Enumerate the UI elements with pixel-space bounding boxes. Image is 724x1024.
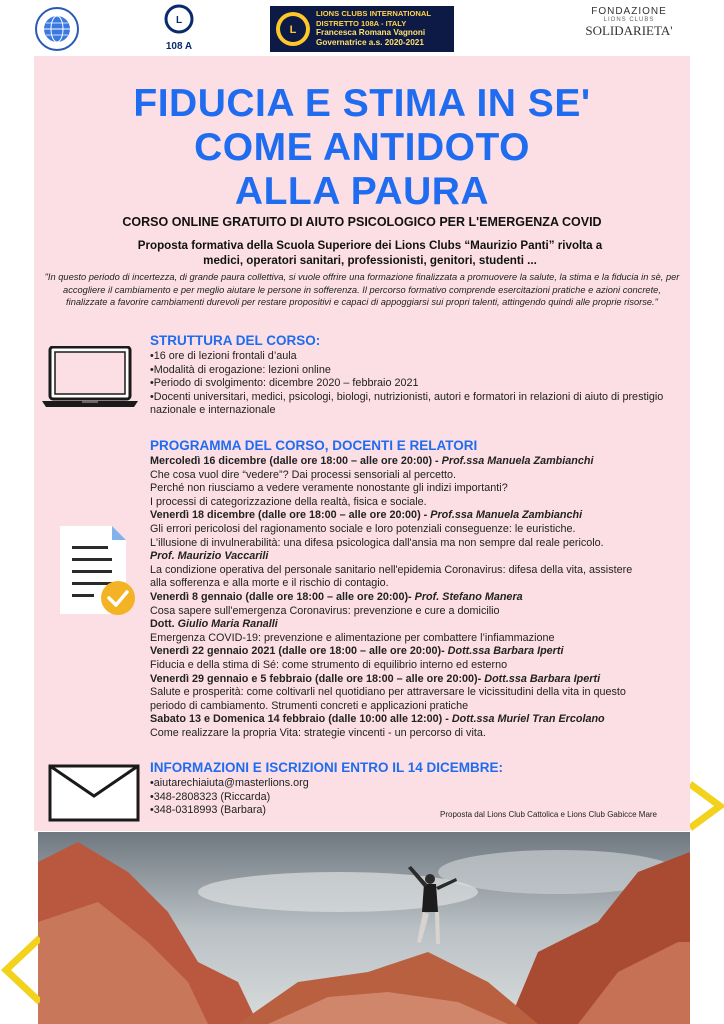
session-sep: -	[408, 590, 415, 603]
course-proposal	[90, 238, 650, 268]
session-teacher: Prof. Stefano Manera	[414, 590, 523, 603]
session-teacher: Prof.ssa Manuela Zambianchi	[430, 509, 583, 522]
info-heading: INFORMAZIONI E ISCRIZIONI ENTRO IL 14 DICEMBRE:	[150, 760, 504, 775]
document-check-icon	[56, 524, 140, 620]
header	[0, 0, 724, 56]
session-teacher: Dott.ssa Barbara Iperti	[447, 645, 564, 658]
session-header	[150, 673, 690, 687]
session-sep: -	[420, 509, 431, 522]
lions-banner-line3: Francesca Romana Vagnoni	[316, 28, 426, 38]
session-line: I processi di categorizzazione della realtà, fisica e sociale.	[150, 495, 427, 508]
session-date: Sabato 13 e Domenica 14 febbraio (dalle 10:00 alle 12:00)	[150, 713, 443, 726]
title-line1: FIDUCIA E STIMA IN SE'	[133, 82, 591, 125]
proposal-line2: medici, operatori sanitari, professionisti, genitori, studenti ...	[203, 254, 537, 267]
title-line3: ALLA PAURA	[234, 170, 490, 213]
lions-banner-line1: LIONS CLUBS INTERNATIONAL	[316, 9, 432, 18]
session-line: alla sofferenza e alla morte e il rischio di contagio.	[150, 577, 389, 590]
program-heading: PROGRAMMA DEL CORSO, DOCENTI E RELATORI	[150, 438, 478, 453]
session-date: Venerdì 18 dicembre (dalle ore 18:00 – alle ore 20:00)	[150, 509, 421, 522]
foundation-logo	[584, 6, 674, 52]
session-line: Che cosa vuol dire “vedere”? Dai processi sensoriali al percetto.	[150, 468, 457, 481]
list-item: •Modalità di erogazione: lezioni online	[150, 363, 331, 376]
contact-phone[interactable]: •348-2808323 (Riccarda)	[150, 790, 271, 803]
session-teacher: Dott.ssa Barbara Iperti	[484, 672, 601, 685]
session-date: Mercoledì 16 dicembre (dalle ore 18:00 – alle ore 20:00)	[150, 455, 433, 467]
list-item: •16 ore di lezioni frontali d’aula	[150, 350, 297, 362]
session-line: La condizione operativa del personale sanitario nell'epidemia Coronavirus: difesa della vita, assistere	[150, 563, 633, 576]
session-date: Venerdì 29 gennaio e 5 febbraio (dalle ore 18:00 – alle ore 20:00)	[150, 672, 478, 685]
session-teacher-row	[150, 618, 690, 632]
teacher-prefix: Dott.	[150, 618, 178, 631]
session-teacher: Giulio Maria Ranalli	[177, 618, 278, 631]
session-line: Come realizzare la propria Vita: strategie vincenti - un percorso di vita.	[150, 726, 486, 739]
program-list	[150, 455, 690, 740]
session-header	[150, 509, 690, 523]
svg-text:L: L	[175, 15, 183, 26]
course-quote: "In questo periodo di incertezza, di grande paura collettiva, si vuole offrire una formazione finalizzata a promuovere la salute, la stima e la fiducia in sè, per accogliere il cambiamento e per meglio aiutare le persone in sofferenza. Il percorso formativo comprende esercitazioni pratiche e azioni concrete, finalizzate a favorire cambiamenti durevoli per restare propositivi e capaci di appoggiarsi sui propri talenti, attingendo quindi alle proprie risorse."	[44, 272, 680, 308]
page-title	[36, 82, 688, 214]
session-header	[150, 591, 690, 605]
list-item: •Periodo di svolgimento: dicembre 2020 – febbraio 2021	[150, 377, 419, 390]
credit-line: Proposta dal Lions Club Cattolica e Lions Club Gabicce Mare	[440, 810, 658, 819]
foundation-line2: LIONS CLUBS	[603, 17, 655, 23]
structure-heading: STRUTTURA DEL CORSO:	[150, 333, 321, 348]
session-teacher: Dott.ssa Muriel Tran Ercolano	[451, 713, 605, 726]
session-line: periodo di cambiamento. Strumenti concreti e applicazioni pratiche	[150, 699, 469, 712]
proposal-line1: Proposta formativa della Scuola Superiore dei Lions Clubs “Maurizio Panti” rivolta a	[137, 239, 603, 252]
session-sep: -	[441, 645, 448, 658]
session-line: L'illusione di invulnerabilità: una difesa psicologica dall'ansia ma non sempre dal reale pericolo.	[150, 536, 604, 549]
session-line: Salute e prosperità: come coltivarli nel quotidiano per attraversare le vicissitudini della vita in questo	[150, 686, 626, 699]
session-date: Venerdì 8 gennaio (dalle ore 18:00 – alle ore 20:00)	[150, 590, 409, 603]
session-line: Gli errori pericolosi del ragionamento sociale e loro potenziali conseguenze: le euristiche.	[150, 522, 576, 535]
session-teacher: Prof. Maurizio Vaccarili	[150, 550, 269, 563]
landscape-photo	[38, 832, 690, 1024]
district-logo-label: 108 A	[165, 41, 193, 52]
session-sep: -	[442, 713, 452, 726]
lions-banner-line2: DISTRETTO 108A - ITALY	[316, 18, 407, 28]
lions-district-banner	[270, 6, 454, 52]
list-item: •Docenti universitari, medici, psicologi, biologi, nutrizionisti, autori e formatori in relazioni di aiuto di prestigio nazionale e internazionale	[150, 390, 664, 417]
title-line2: COME ANTIDOTO	[194, 126, 530, 169]
session-line: Emergenza COVID-19: prevenzione e alimentazione per combattere l’infiammazione	[150, 631, 555, 644]
laptop-icon	[40, 346, 140, 408]
session-teacher: Prof.ssa Manuela Zambianchi	[441, 455, 594, 467]
session-header	[150, 455, 690, 469]
contact-list	[150, 777, 450, 818]
session-date: Venerdì 22 gennaio 2021 (dalle ore 18:00 – alle ore 20:00)	[150, 645, 442, 658]
envelope-icon	[48, 764, 140, 822]
globe-logo-icon	[34, 6, 80, 52]
chevron-decoration-icon	[690, 770, 724, 840]
structure-list	[150, 350, 686, 418]
foundation-line1: FONDAZIONE	[591, 6, 667, 17]
lions-district-logo-icon	[156, 4, 202, 54]
session-sep: -	[477, 672, 485, 685]
session-header	[150, 645, 690, 659]
session-line: Fiducia e della stima di Sé: come strumento di equilibrio interno ed esterno	[150, 658, 508, 671]
lions-banner-line4: Governatrice a.s. 2020-2021	[316, 37, 424, 47]
contact-email[interactable]: •aiutarechiaiuta@masterlions.org	[150, 777, 309, 789]
session-header	[150, 713, 690, 727]
session-line: Cosa sapere sull'emergenza Coronavirus: prevenzione e cure a domicilio	[150, 604, 500, 617]
chevron-decoration-icon	[0, 930, 40, 1010]
lions-banner-text	[316, 9, 431, 47]
foundation-line3: SOLIDARIETA'	[585, 23, 673, 38]
contact-phone[interactable]: •348-0318993 (Barbara)	[150, 804, 267, 817]
session-line: Perché non riusciamo a vedere veramente nonostante gli indizi importanti?	[150, 482, 508, 495]
session-sep: -	[432, 455, 442, 467]
course-subtitle: CORSO ONLINE GRATUITO DI AIUTO PSICOLOGICO PER L'EMERGENZA COVID	[122, 215, 602, 229]
lions-seal-icon	[274, 9, 312, 49]
svg-text:L: L	[289, 24, 297, 36]
